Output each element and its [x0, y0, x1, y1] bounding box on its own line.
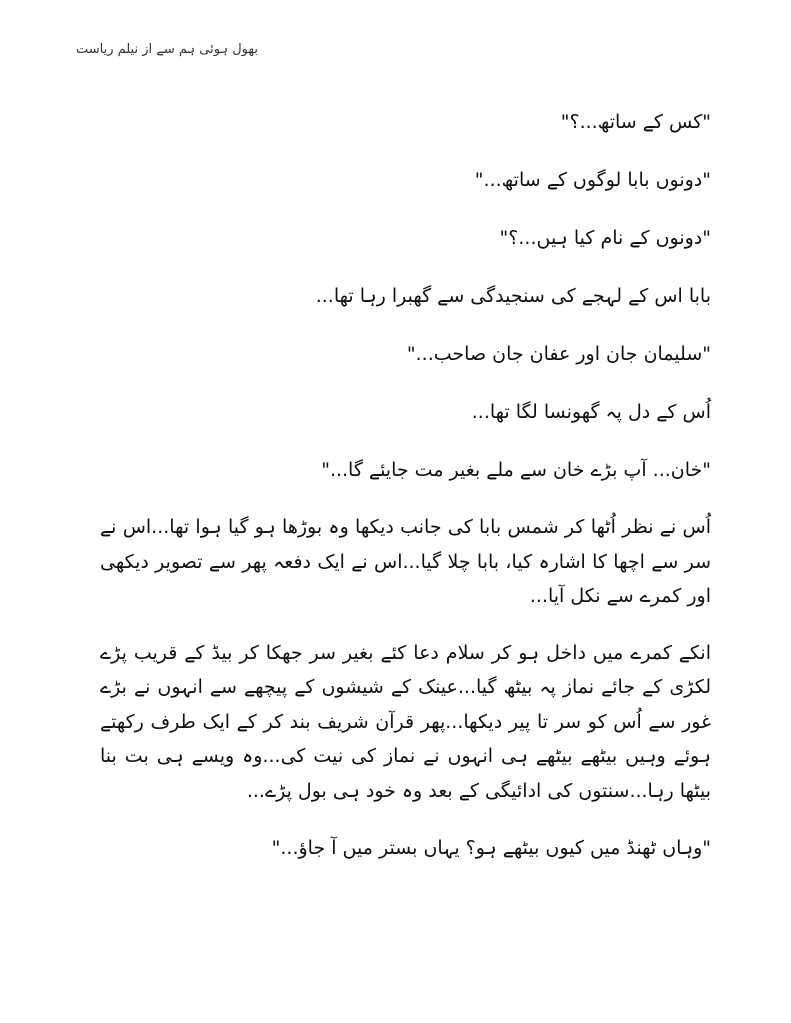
page-header: بھول ہوئی ہم سے از نیلم ریاست [75, 42, 258, 57]
paragraph-9: انکے کمرے میں داخل ہو کر سلام دعا کئے بغیر سر جھکا کر بیڈ کے قریب پڑے لکڑی کے جائے نماز پہ بیٹھ گیا...عینک کے شیشوں کے پیچھے سے انہوں نے بڑے غور سے اُس کو سر تا پیر دیکھا...پھر قرآن شریف بند کر کے ایک طرف رکھتے ہوئے وہیں بیٹھے بیٹھے ہی انہوں نے نماز کی نیت کی...وہ ویسے ہی بت بنا بیٹھا رہا...سنتوں کی ادائیگی کے بعد وہ خود ہی بول پڑے... [100, 641, 711, 802]
paragraph-6: اُس کے دل پہ گھونسا لگا تھا... [471, 401, 711, 423]
paragraph-3: "دونوں کے نام کیا ہیں...؟" [499, 227, 711, 249]
paragraph-8: اُس نے نظر اُٹھا کر شمس بابا کی جانب دیکھا وہ بوڑھا ہو گیا ہوا تھا...اس نے سر سے اچھا کا اشارہ کیا، بابا چلا گیا...اس نے ایک دفعہ پھر سے تصویر دیکھی اور کمرے سے نکل آیا... [100, 516, 711, 607]
document-body [100, 104, 711, 888]
paragraph-2: "دونوں بابا لوگوں کے ساتھ..." [474, 169, 711, 191]
paragraph-1: "کس کے ساتھ...؟" [560, 111, 711, 133]
paragraph-7: "خان... آپ بڑے خان سے ملے بغیر مت جایئے گا..." [321, 459, 711, 481]
paragraph-10: "وہاں ٹھنڈ میں کیوں بیٹھے ہو؟ یہاں بستر میں آ جاؤ..." [271, 837, 711, 859]
paragraph-4: بابا اس کے لہجے کی سنجیدگی سے گھبرا رہا تھا... [315, 285, 711, 307]
paragraph-5: "سلیمان جان اور عفان جان صاحب..." [406, 343, 711, 365]
